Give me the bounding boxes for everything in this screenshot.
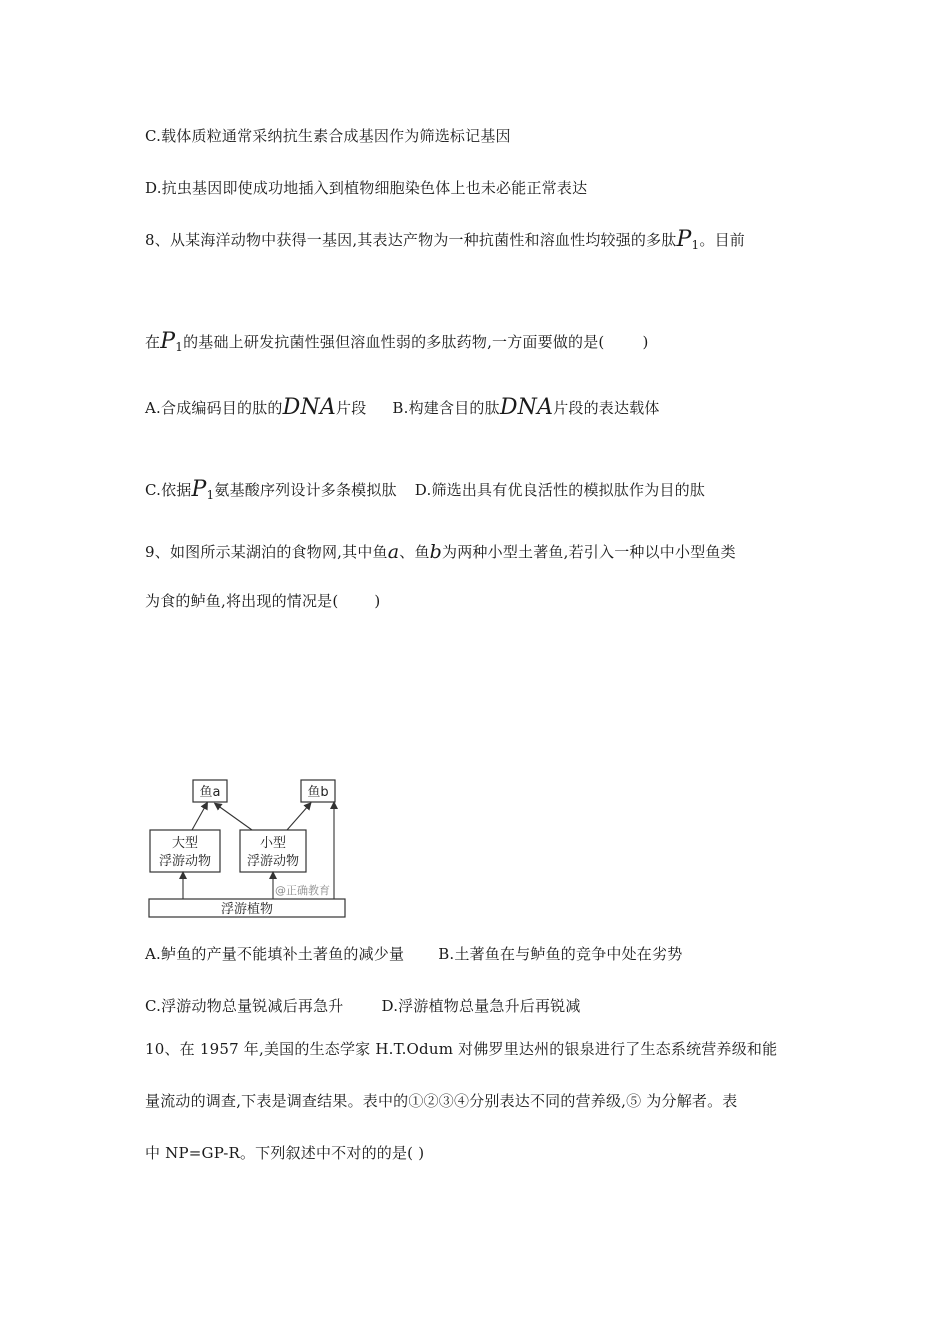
arrow-large-to-fish-a: [192, 805, 206, 830]
question-10-line-2: 量流动的调查,下表是调查结果。表中的①②③④分别表达不同的营养级,⑤ 为分解者。表: [145, 1092, 738, 1110]
arrow-small-to-fish-b: [287, 805, 309, 830]
option-7c: C.载体质粒通常采纳抗生素合成基因作为筛选标记基因: [145, 127, 511, 145]
option-7d: D.抗虫基因即使成功地插入到植物细胞染色体上也未必能正常表达: [145, 179, 588, 197]
question-10-line-3: 中 NP=GP-R。下列叙述中不对的的是( ): [145, 1144, 425, 1162]
math-p1: $P_1$: [191, 477, 215, 502]
math-dna: DNA: [499, 395, 554, 420]
fish-b-label: 鱼b: [307, 785, 329, 800]
options-8cd: C.依据$P_1$氨基酸序列设计多条模拟肽 D.筛选出具有优良活性的模拟肽作为目的肽: [145, 477, 706, 502]
phytoplankton-label: 浮游植物: [220, 902, 274, 917]
question-8-line-1: 8、从某海洋动物中获得一基因,其表达产物为一种抗菌性和溶血性均较强的多肽$P_1$。目前: [145, 227, 745, 252]
watermark: @正确教育: [275, 884, 330, 897]
food-web-diagram: [147, 778, 350, 920]
options-8ab: A.合成编码目的肽的DNA片段 B.构建含目的肽DNA片段的表达载体: [145, 395, 660, 420]
question-10-line-1: 10、在 1957 年,美国的生态学家 H.T.Odum 对佛罗里达州的银泉进行了生态系统营养级和能: [145, 1040, 778, 1058]
math-p1: $P_1$: [160, 329, 184, 354]
question-8-line-2: 在$P_1$的基础上研发抗菌性强但溶血性弱的多肽药物,一方面要做的是( ): [145, 329, 649, 354]
math-a: a: [387, 541, 400, 563]
math-dna: DNA: [282, 395, 336, 420]
arrow-small-to-fish-a: [217, 805, 252, 830]
question-9-line-1: 9、如图所示某湖泊的食物网,其中鱼a、鱼b为两种小型土著鱼,若引入一种以中小型鱼类: [145, 541, 736, 563]
math-p1: $P_1$: [676, 227, 700, 252]
math-b: b: [429, 541, 443, 563]
options-9cd: C.浮游动物总量锐减后再急升 D.浮游植物总量急升后再锐减: [145, 997, 581, 1015]
large-zooplankton-label-2: 浮游动物: [158, 854, 212, 869]
small-zooplankton-label-1: 小型: [259, 836, 287, 851]
small-zooplankton-label-2: 浮游动物: [246, 854, 300, 869]
options-9ab: A.鲈鱼的产量不能填补土著鱼的减少量 B.土著鱼在与鲈鱼的竞争中处在劣势: [145, 945, 683, 963]
fish-a-label: 鱼a: [199, 785, 221, 800]
large-zooplankton-label-1: 大型: [171, 836, 199, 851]
question-9-line-2: 为食的鲈鱼,将出现的情况是( ): [145, 592, 381, 610]
